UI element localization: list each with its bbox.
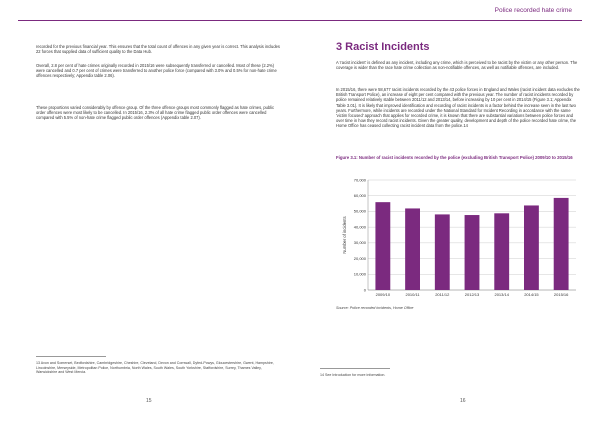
racist-incidents-bar-chart [340,176,580,304]
y-tick-label: 60,000 [353,193,366,199]
x-tick-label: 2014/15 [524,292,539,297]
right-page [300,0,600,424]
x-tick-label: 2013/14 [494,292,509,297]
right-footnote: 14 See Introduction for more information. [320,373,386,377]
footnote-divider [320,368,390,369]
page-number-left: 15 [146,398,152,404]
y-tick-label: 70,000 [353,177,366,183]
right-paragraph-1: A 'racist incident' is defined as any incident, including any crime, which is perceived to be racist by the victim or any other person. The coverage is wider than the race hate crime collection as non-notifiable offences, as well as notifiable offences, are included. [336,60,578,71]
page-number-right: 16 [460,398,466,404]
right-paragraph-2: In 2015/16, there were 58,677 racist incidents recorded by the 43 police forces in England and Wales (racist incident data excludes the British Transport Police), an increase of eight per cent compared with the previous year. The number of racist incidents recorded by police remained relatively stable between 2011/12 and 2013/14, before increasing by 10 per cent in 2014/15 (Figure 3.1; Appendix Table 3.01). It is likely that improved identification and recording of racist incidents is a factor behind the increase seen in the last two years. Furthermore, while incidents are recorded under the National Standard for Incident Recording in accordance with the same 'victim focused' approach that applies for recorded crime, it is known that there are substantial variations between police forces and over time in how they record racist incidents. Given the greater quality, development and depth of the police recorded hate crime, the Home Office has ceased collecting racist incident data from the police.14 [336,87,580,129]
footnote-divider [36,356,106,357]
y-tick-label: 40,000 [353,224,366,230]
running-header-title: Police recorded hate crime [494,7,572,14]
x-tick-label: 2015/16 [553,292,569,297]
left-footnote: 13 Avon and Somerset, Bedfordshire, Cambridgeshire, Cheshire, Cleveland, Devon and Cornwall, Dyfed-Powys, Gloucestershire, Gwent, Hampshire, Lincolnshire, Merseyside, Metropolitan Police, Northumbria, North Wales, South Wales, South Yorkshire, Staffordshire, Surrey, Thames Valley, Warwickshire and West Mercia. [36,361,274,375]
figure-caption: Figure 3.1: Number of racist incidents recorded by the police (excluding British Transport Police) 2009/10 to 2015/16 [336,155,573,160]
x-tick-label: 2012/13 [464,292,480,297]
bar [554,198,569,290]
section-title: 3 Racist Incidents [336,41,430,53]
left-paragraph-3: These proportions varied considerably by offence group. Of the three offence groups most commonly flagged as hate crimes, public order offences were most likely to be cancelled. In 2015/16, 2.3% of all hate crime flagged public order offences were cancelled compared with 5.5% of non-hate crime flagged public order offences (Appendix table 2.07). [36,105,275,121]
x-tick-label: 2009/10 [375,292,391,297]
y-tick-label: 0 [363,287,366,293]
y-tick-label: 10,000 [353,271,366,277]
bar [494,213,509,290]
x-tick-label: 2011/12 [435,292,450,297]
x-tick-label: 2010/11 [405,292,420,297]
bar [465,215,480,290]
y-tick-label: 30,000 [353,240,366,246]
bar [524,205,539,290]
y-axis-label: Number of incidents [342,216,347,254]
bar [435,214,450,290]
bar [375,202,390,290]
figure-source: Source: Police recorded incidents, Home Office [336,306,414,310]
left-paragraph-1: recorded for the previous financial year. This ensures that the total count of offences in any given year is correct. This analysis includes 22 forces that supplied data of sufficient quality to the Data Hub. [36,44,280,55]
bar [405,208,420,290]
y-tick-label: 20,000 [353,255,366,261]
left-paragraph-2: Overall, 2.8 per cent of hate crimes originally recorded in 2015/16 were subsequently transferred or cancelled. Most of these (2.2%) were cancelled and 0.7 per cent of crimes were transferred to another police force (compared with 3.0% and 0.5% for non-hate crime offences respectively; Appendix table 2.06). [36,63,277,79]
y-tick-label: 50,000 [353,208,366,214]
